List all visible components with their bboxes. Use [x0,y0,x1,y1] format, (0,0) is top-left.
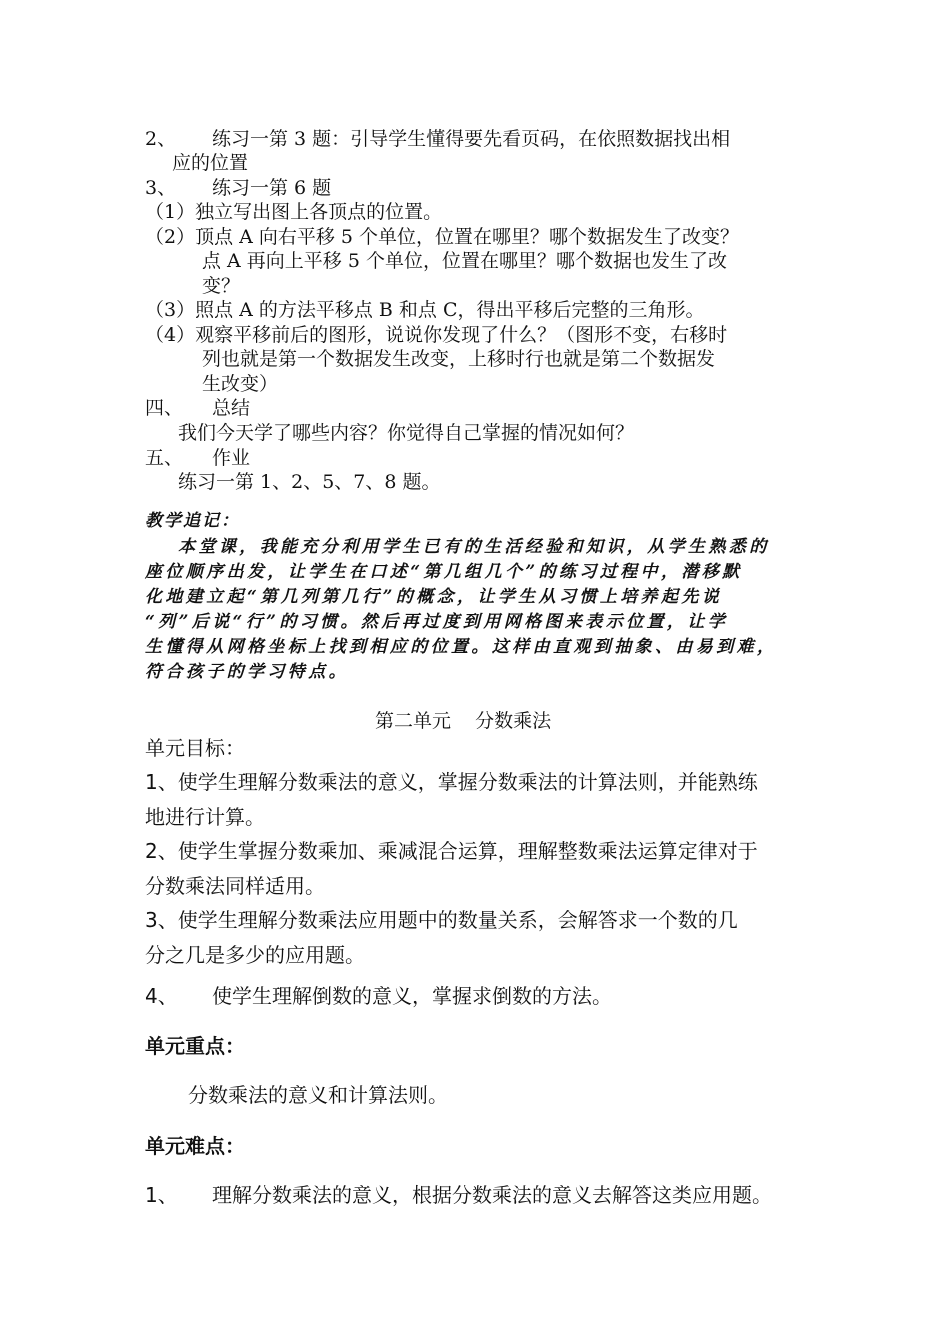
difficulty-1-text: 理解分数乘法的意义，根据分数乘法的意义去解答这类应用题。 [212,1183,772,1207]
goal-2-line-2: 分数乘法同样适用。 [145,874,325,898]
section-5-text: 练习一第 1、2、5、7、8 题。 [178,471,441,493]
goal-2-line-1: 2、使学生掌握分数乘加、乘减混合运算，理解整数乘法运算定律对于 [145,839,758,863]
goal-4-number: 4、 [145,984,178,1008]
sub-item-2-line-2: 点 A 再向上平移 5 个单位，位置在哪里？哪个数据也发生了改 [202,250,727,272]
section-5-heading [145,446,250,470]
section-4-heading [145,396,250,420]
section-4-number: 四、 [145,397,184,419]
item-3-line-1 [145,176,331,200]
difficulty-label: 单元难点： [145,1134,245,1158]
section-5-number: 五、 [145,447,184,469]
reflection-line-1: 本堂课，我能充分利用学生已有的生活经验和知识，从学生熟悉的 [178,537,770,557]
key-points-text: 分数乘法的意义和计算法则。 [188,1083,448,1107]
difficulty-1 [145,1180,772,1210]
item-2-text: 练习一第 3 题：引导学生懂得要先看页码，在依照数据找出相 [212,128,731,150]
item-3-number: 3、 [145,177,177,199]
reflection-line-4: “列”后说“行”的习惯。然后再过度到用网格图来表示位置，让学 [145,612,729,632]
goal-1-line-1: 1、使学生理解分数乘法的意义，掌握分数乘法的计算法则，并能熟练 [145,770,758,794]
item-2-line-1 [145,127,730,151]
unit-goals-label: 单元目标： [145,736,245,760]
sub-item-4-line-3: 生改变） [202,373,279,395]
section-5-title: 作业 [212,447,251,469]
reflection-line-3: 化地建立起“第几列第几行”的概念，让学生从习惯上培养起先说 [145,587,723,607]
unit-2-heading: 第二单元 分数乘法 [375,710,552,732]
key-points-label: 单元重点： [145,1034,245,1058]
item-2-number: 2、 [145,128,177,150]
reflection-line-6: 符合孩子的学习特点。 [145,662,349,682]
sub-item-2-line-3: 变？ [202,275,241,297]
section-4-text: 我们今天学了哪些内容？你觉得自己掌握的情况如何？ [178,422,635,444]
reflection-title: 教学追记： [145,511,240,531]
reflection-line-2: 座位顺序出发，让学生在口述“第几组几个”的练习过程中，潜移默 [145,562,743,582]
goal-3-line-2: 分之几是多少的应用题。 [145,943,365,967]
goal-3-line-1: 3、使学生理解分数乘法应用题中的数量关系，会解答求一个数的几 [145,908,738,932]
difficulty-1-number: 1、 [145,1183,178,1207]
item-3-text: 练习一第 6 题 [212,177,332,199]
reflection-line-5: 生懂得从网格坐标上找到相应的位置。这样由直观到抽象、由易到难， [145,637,778,657]
sub-item-1: （1）独立写出图上各顶点的位置。 [145,201,443,223]
section-4-title: 总结 [212,397,251,419]
item-2-line-2: 应的位置 [172,152,249,174]
goal-4 [145,981,612,1011]
goal-1-line-2: 地进行计算。 [145,805,265,829]
sub-item-2-line-1: （2）顶点 A 向右平移 5 个单位，位置在哪里？哪个数据发生了改变？ [145,226,740,248]
goal-4-text: 使学生理解倒数的意义，掌握求倒数的方法。 [212,984,612,1008]
sub-item-3: （3）照点 A 的方法平移点 B 和点 C，得出平移后完整的三角形。 [145,299,705,321]
sub-item-4-line-2: 列也就是第一个数据发生改变，上移时行也就是第二个数据发 [202,348,716,370]
sub-item-4-line-1: （4）观察平移前后的图形，说说你发现了什么？（图形不变，右移时 [145,324,728,346]
